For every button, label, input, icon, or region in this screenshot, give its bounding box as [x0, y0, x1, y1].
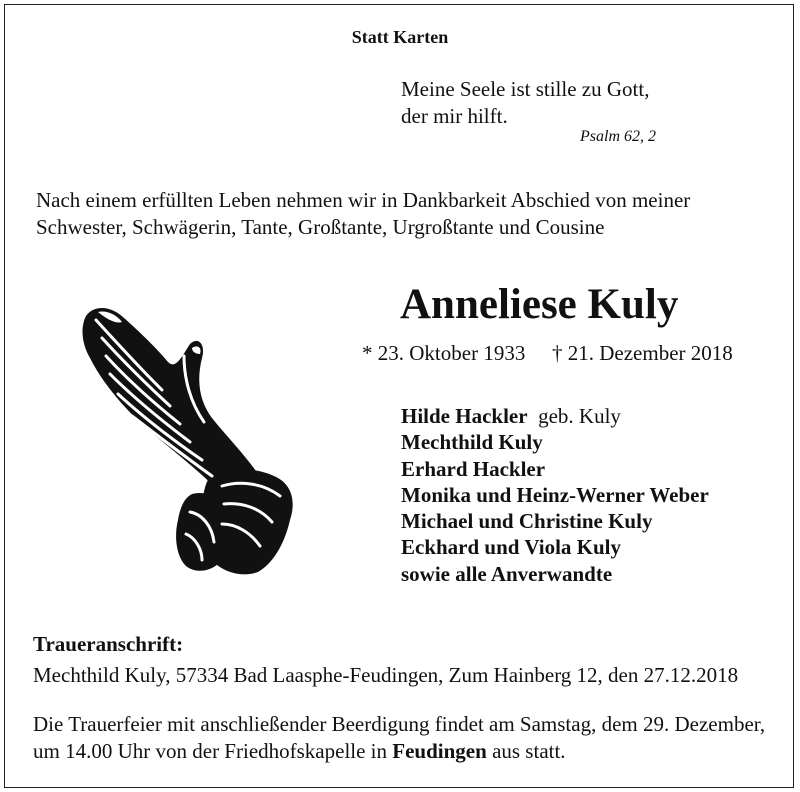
- funeral-line-1: Die Trauerfeier mit anschließender Beerdigung findet am Samstag, dem 29. Dezember,: [33, 712, 766, 736]
- intro-line-1: Nach einem erfüllten Leben nehmen wir in Dankbarkeit Abschied von meiner: [36, 188, 691, 212]
- header-title: Statt Karten: [351, 27, 449, 47]
- address-text: Mechthild Kuly, 57334 Bad Laasphe-Feudingen, Zum Hainberg 12, den 27.12.2018: [33, 663, 739, 687]
- funeral-line-2: [33, 739, 566, 764]
- funeral-line-2-after: aus statt.: [492, 739, 566, 763]
- mourner-3: Erhard Hackler: [401, 457, 546, 481]
- funeral-place: Feudingen: [392, 739, 487, 763]
- mourner-2: Mechthild Kuly: [401, 430, 543, 454]
- death-date: † 21. Dezember 2018: [552, 341, 733, 365]
- birth-date: * 23. Oktober 1933: [362, 341, 526, 365]
- praying-hands-icon: [72, 298, 297, 576]
- mourner-1-name: Hilde Hackler: [401, 404, 528, 428]
- mourner-1-suffix: geb. Kuly: [538, 404, 621, 428]
- mourner-1: [401, 404, 621, 429]
- mourner-5: Michael und Christine Kuly: [401, 509, 653, 533]
- mourner-6: Eckhard und Viola Kuly: [401, 535, 621, 559]
- funeral-line-2-before: um 14.00 Uhr von der Friedhofskapelle in: [33, 739, 388, 763]
- verse-line-1: Meine Seele ist stille zu Gott,: [401, 77, 650, 101]
- mourner-7: sowie alle Anverwandte: [401, 562, 613, 586]
- intro-line-2: Schwester, Schwägerin, Tante, Großtante, Urgroßtante und Cousine: [36, 215, 605, 239]
- verse-line-2: der mir hilft.: [401, 104, 508, 128]
- verse-reference: Psalm 62, 2: [580, 128, 656, 145]
- address-label: Traueranschrift:: [33, 632, 184, 656]
- mourner-4: Monika und Heinz-Werner Weber: [401, 483, 709, 507]
- deceased-name: Anneliese Kuly: [400, 281, 679, 328]
